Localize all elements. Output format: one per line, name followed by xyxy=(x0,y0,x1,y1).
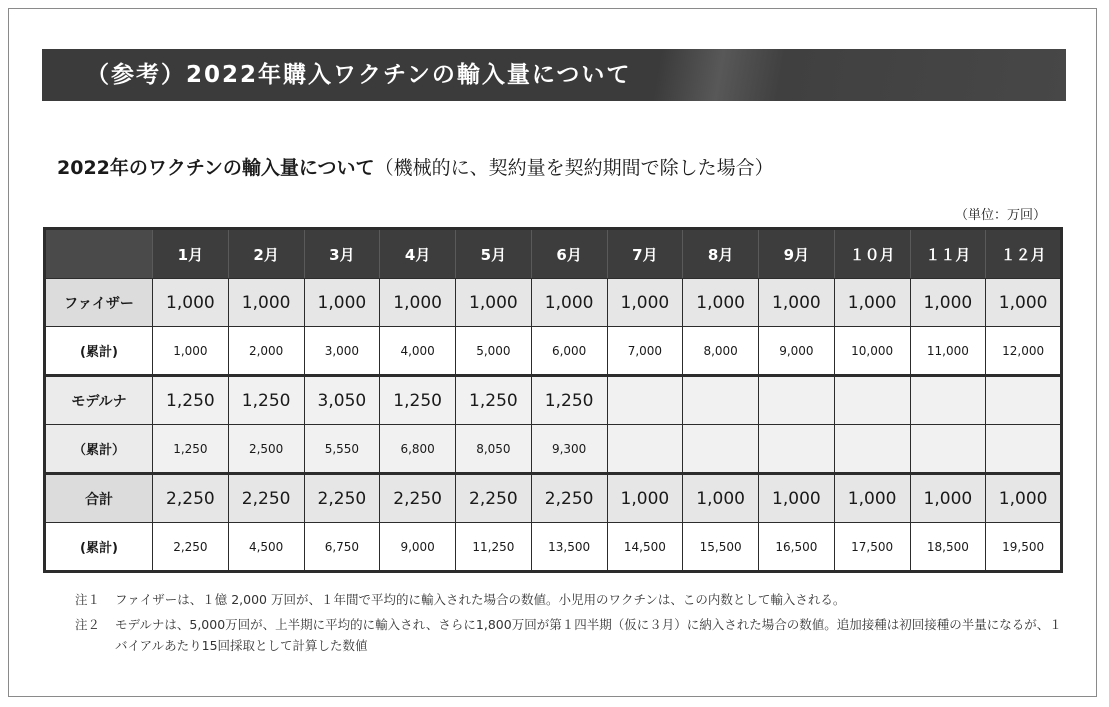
row-label: 合計 xyxy=(45,473,153,523)
month-header: 6月 xyxy=(531,229,607,279)
value-cell: 10,000 xyxy=(834,327,910,375)
row-label: （累計） xyxy=(45,425,153,473)
value-cell: 1,000 xyxy=(153,327,229,375)
note-1-text: ファイザーは、１億 2,000 万回が、１年間で平均的に輸入された場合の数値。小児用のワクチンは、この内数として輸入される。 xyxy=(115,592,846,607)
value-cell: 8,000 xyxy=(683,327,759,375)
value-cell xyxy=(683,375,759,425)
value-cell: 2,500 xyxy=(228,425,304,473)
value-cell xyxy=(607,425,683,473)
month-header: 2月 xyxy=(228,229,304,279)
value-cell xyxy=(986,425,1062,473)
value-cell: 1,000 xyxy=(910,473,986,523)
month-header: 5月 xyxy=(456,229,532,279)
value-cell: 1,250 xyxy=(153,375,229,425)
value-cell: 1,250 xyxy=(153,425,229,473)
month-header: １１月 xyxy=(910,229,986,279)
value-cell: 1,000 xyxy=(456,279,532,327)
row-label: モデルナ xyxy=(45,375,153,425)
value-cell: 2,250 xyxy=(531,473,607,523)
value-cell: 16,500 xyxy=(759,523,835,572)
value-cell xyxy=(986,375,1062,425)
table-row-moderna-cum xyxy=(45,425,1062,473)
value-cell: 3,050 xyxy=(304,375,380,425)
value-cell xyxy=(834,425,910,473)
value-cell: 1,000 xyxy=(228,279,304,327)
value-cell: 13,500 xyxy=(531,523,607,572)
value-cell: 1,000 xyxy=(153,279,229,327)
row-label: ファイザー xyxy=(45,279,153,327)
month-header: 8月 xyxy=(683,229,759,279)
value-cell: 1,000 xyxy=(531,279,607,327)
value-cell: 2,250 xyxy=(228,473,304,523)
subtitle-rest: （機械的に、契約量を契約期間で除した場合） xyxy=(374,157,774,179)
note-2 xyxy=(75,614,1065,656)
slide xyxy=(8,8,1097,697)
value-cell xyxy=(834,375,910,425)
value-cell: 1,250 xyxy=(380,375,456,425)
value-cell: 12,000 xyxy=(986,327,1062,375)
value-cell xyxy=(910,375,986,425)
value-cell xyxy=(683,425,759,473)
table-subtitle xyxy=(57,153,774,180)
value-cell: 18,500 xyxy=(910,523,986,572)
value-cell: 1,000 xyxy=(910,279,986,327)
value-cell: 1,000 xyxy=(304,279,380,327)
value-cell: 2,250 xyxy=(153,473,229,523)
value-cell: 6,000 xyxy=(531,327,607,375)
value-cell: 1,000 xyxy=(834,279,910,327)
month-header: 4月 xyxy=(380,229,456,279)
value-cell: 4,000 xyxy=(380,327,456,375)
value-cell: 9,000 xyxy=(759,327,835,375)
table-body xyxy=(45,279,1062,572)
value-cell: 1,250 xyxy=(531,375,607,425)
vaccine-import-table xyxy=(43,227,1063,573)
value-cell: 7,000 xyxy=(607,327,683,375)
value-cell: 5,550 xyxy=(304,425,380,473)
month-header: 1月 xyxy=(153,229,229,279)
value-cell: 3,000 xyxy=(304,327,380,375)
note-2-text: モデルナは、5,000万回が、上半期に平均的に輸入され、さらに1,800万回が第１四半期（仮に３月）に納入された場合の数値。追加接種は初回接種の半量になるが、１バイアルあたり15回採取として計算した数値 xyxy=(115,617,1062,653)
value-cell: 4,500 xyxy=(228,523,304,572)
month-header: 7月 xyxy=(607,229,683,279)
row-label: (累計) xyxy=(45,523,153,572)
month-header: 3月 xyxy=(304,229,380,279)
header-corner xyxy=(45,229,153,279)
table-row-total-cum xyxy=(45,523,1062,572)
value-cell xyxy=(759,375,835,425)
note-2-tag: 注２ xyxy=(75,617,101,632)
notes xyxy=(75,589,1065,660)
table-row-total-main xyxy=(45,473,1062,523)
value-cell: 5,000 xyxy=(456,327,532,375)
value-cell: 1,000 xyxy=(759,473,835,523)
month-header: 9月 xyxy=(759,229,835,279)
table-row-pfizer-main xyxy=(45,279,1062,327)
value-cell: 2,250 xyxy=(456,473,532,523)
value-cell: 1,000 xyxy=(759,279,835,327)
value-cell: 1,000 xyxy=(683,473,759,523)
subtitle-bold: 2022年のワクチンの輸入量について xyxy=(57,157,375,179)
value-cell: 14,500 xyxy=(607,523,683,572)
unit-label: （単位：万回） xyxy=(954,208,1046,223)
table-row-pfizer-cum xyxy=(45,327,1062,375)
value-cell: 1,000 xyxy=(607,473,683,523)
value-cell xyxy=(607,375,683,425)
value-cell: 17,500 xyxy=(834,523,910,572)
value-cell: 1,250 xyxy=(456,375,532,425)
month-header: １０月 xyxy=(834,229,910,279)
table-row-moderna-main xyxy=(45,375,1062,425)
banner-title: （参考）2022年購入ワクチンの輸入量について xyxy=(42,49,1066,101)
value-cell xyxy=(910,425,986,473)
value-cell: 11,250 xyxy=(456,523,532,572)
value-cell: 1,000 xyxy=(834,473,910,523)
value-cell: 1,000 xyxy=(986,279,1062,327)
value-cell: 2,250 xyxy=(153,523,229,572)
value-cell: 11,000 xyxy=(910,327,986,375)
value-cell: 6,750 xyxy=(304,523,380,572)
value-cell: 9,300 xyxy=(531,425,607,473)
value-cell: 6,800 xyxy=(380,425,456,473)
value-cell: 2,250 xyxy=(304,473,380,523)
value-cell: 1,000 xyxy=(607,279,683,327)
value-cell: 1,000 xyxy=(986,473,1062,523)
value-cell: 8,050 xyxy=(456,425,532,473)
row-label: (累計) xyxy=(45,327,153,375)
value-cell: 1,000 xyxy=(380,279,456,327)
note-1 xyxy=(75,589,1065,610)
value-cell: 2,250 xyxy=(380,473,456,523)
value-cell: 2,000 xyxy=(228,327,304,375)
value-cell: 19,500 xyxy=(986,523,1062,572)
value-cell xyxy=(759,425,835,473)
value-cell: 9,000 xyxy=(380,523,456,572)
value-cell: 1,250 xyxy=(228,375,304,425)
header-row xyxy=(45,229,1062,279)
month-header: １２月 xyxy=(986,229,1062,279)
value-cell: 1,000 xyxy=(683,279,759,327)
note-1-tag: 注１ xyxy=(75,592,101,607)
value-cell: 15,500 xyxy=(683,523,759,572)
